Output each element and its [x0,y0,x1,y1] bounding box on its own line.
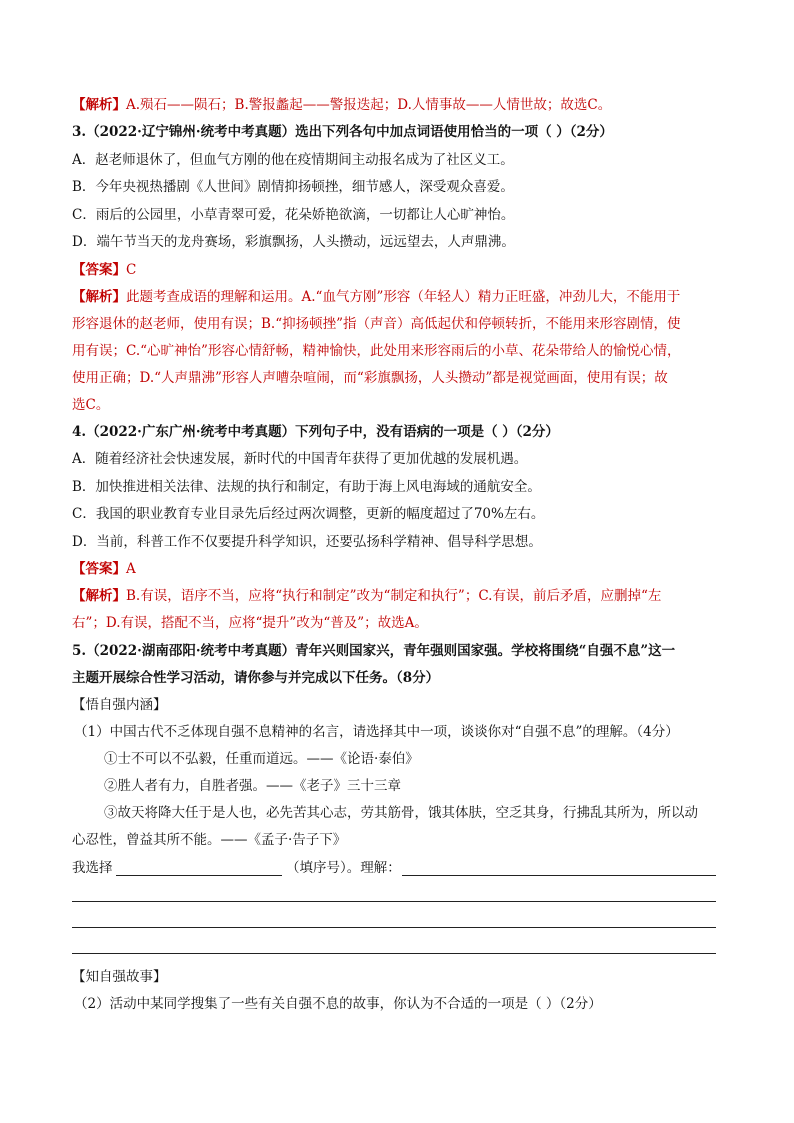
answer-tag: 【答案】 [72,262,126,278]
question-number: 4. [72,424,87,440]
choice-blank[interactable] [116,875,282,876]
q4-option-b: B．加快推进相关法律、法规的执行和制定，有助于海上风电海域的通航安全。 [72,479,541,495]
q2-analysis-line [72,95,724,115]
analysis-tag: 【解析】 [72,97,126,113]
answer-value: A [126,561,136,577]
q3-analysis-line [72,287,724,307]
fill-prefix: 我选择 [72,860,113,876]
answer-line[interactable] [72,953,716,954]
section-title-2: 【知自强故事】 [72,969,167,985]
analysis-tag: 【解析】 [72,588,126,604]
answer-line[interactable] [72,927,716,928]
analysis-text: 此题考查成语的理解和运用。A.“血气方刚”形容（年轻人）精力正旺盛，冲劲儿大，不能用于 [126,289,681,305]
q4-analysis-line [72,586,724,606]
quote-3-cont: 心忍性，曾益其所不能。——《孟子·告子下》 [72,832,347,848]
question-stem: 下列句子中，没有语病的一项是（ ）（2分） [295,424,559,440]
q5-stem [72,641,724,661]
quote-1: ①士不可以不弘毅，任重而道远。——《论语·泰伯》 [104,751,419,767]
analysis-text: B.有误，语序不当，应将“执行和制定”改为“制定和执行”；C.有误，前后矛盾，应删掉“左 [126,588,662,604]
section-title-1: 【悟自强内涵】 [72,697,167,713]
question-stem: 选出下列各句中加点词语使用恰当的一项（ ）（2分） [295,124,613,140]
q3-answer [72,260,724,280]
q5-stem-cont: 主题开展综合性学习活动，请你参与并完成以下任务。（8分） [72,670,440,686]
fill-middle: （填序号）。理解： [286,860,401,876]
q3-option-c: C．雨后的公园里，小草青翠可爱，花朵娇艳欲滴，一切都让人心旷神怡。 [72,207,515,223]
q4-answer [72,559,724,579]
q3-analysis-line: 选C。 [72,397,110,413]
question-source: （2022·广东广州·统考中考真题） [86,424,296,440]
question-number: 3. [72,124,87,140]
q4-analysis-line: 右”；D.有误，搭配不当，应将“提升”改为“普及”；故选A。 [72,615,428,631]
q3-option-d: D．端午节当天的龙舟赛场，彩旗飘扬，人头攒动，远远望去，人声鼎沸。 [72,234,515,250]
answer-value: C [126,262,137,278]
q3-analysis-line: 用有误；C.“心旷神怡”形容心情舒畅，精神愉快，此处用来形容雨后的小草、花朵带给人的愉悦心情， [72,343,681,359]
q4-option-c: C．我国的职业教育专业目录先后经过两次调整，更新的幅度超过了70%左右。 [72,506,545,522]
q3-option-a: A．赵老师退休了，但血气方刚的他在疫情期间主动报名成为了社区义工。 [72,152,514,168]
understanding-blank[interactable] [402,875,716,876]
question-source: （2022·辽宁锦州·统考中考真题） [86,124,296,140]
question-source: （2022·湖南邵阳·统考中考真题） [86,643,296,659]
analysis-tag: 【解析】 [72,289,126,305]
q4-option-a: A．随着经济社会快速发展，新时代的中国青年获得了更加优越的发展机遇。 [72,451,528,467]
q5-sub1: （1）中国古代不乏体现自强不息精神的名言，请选择其中一项，谈谈你对“自强不息”的理解。（4分） [74,724,679,740]
question-stem: 青年兴则国家兴，青年强则国家强。学校将围绕“自强不息”这一 [295,643,676,659]
q3-analysis-line: 使用正确；D.“人声鼎沸”形容人声嘈杂喧闹，而“彩旗飘扬，人头攒动”都是视觉画面，使用有误；故 [72,370,668,386]
analysis-text: A.殒石——陨石；B.警报蠡起——警报迭起；D.人情事故——人情世故；故选C。 [126,97,612,113]
answer-line[interactable] [72,901,716,902]
q3-option-b: B．今年央视热播剧《人世间》剧情抑扬顿挫，细节感人，深受观众喜爱。 [72,179,514,195]
question-number: 5. [72,643,87,659]
answer-tag: 【答案】 [72,561,126,577]
quote-3: ③故天将降大任于是人也，必先苦其心志，劳其筋骨，饿其体肤，空乏其身，行拂乱其所为，所以动 [104,805,698,821]
q5-sub2: （2）活动中某同学搜集了一些有关自强不息的故事，你认为不合适的一项是（ ）（2分） [74,996,602,1012]
quote-2: ②胜人者有力，自胜者强。——《老子》三十三章 [104,778,401,794]
q3-stem [72,122,724,142]
q3-analysis-line: 形容退休的赵老师，使用有误；B.“抑扬顿挫”指（声音）高低起伏和停顿转折，不能用来形容剧情，使 [72,316,681,332]
q4-option-d: D．当前，科普工作不仅要提升科学知识，还要弘扬科学精神、倡导科学思想。 [72,534,542,550]
q4-stem [72,422,724,442]
